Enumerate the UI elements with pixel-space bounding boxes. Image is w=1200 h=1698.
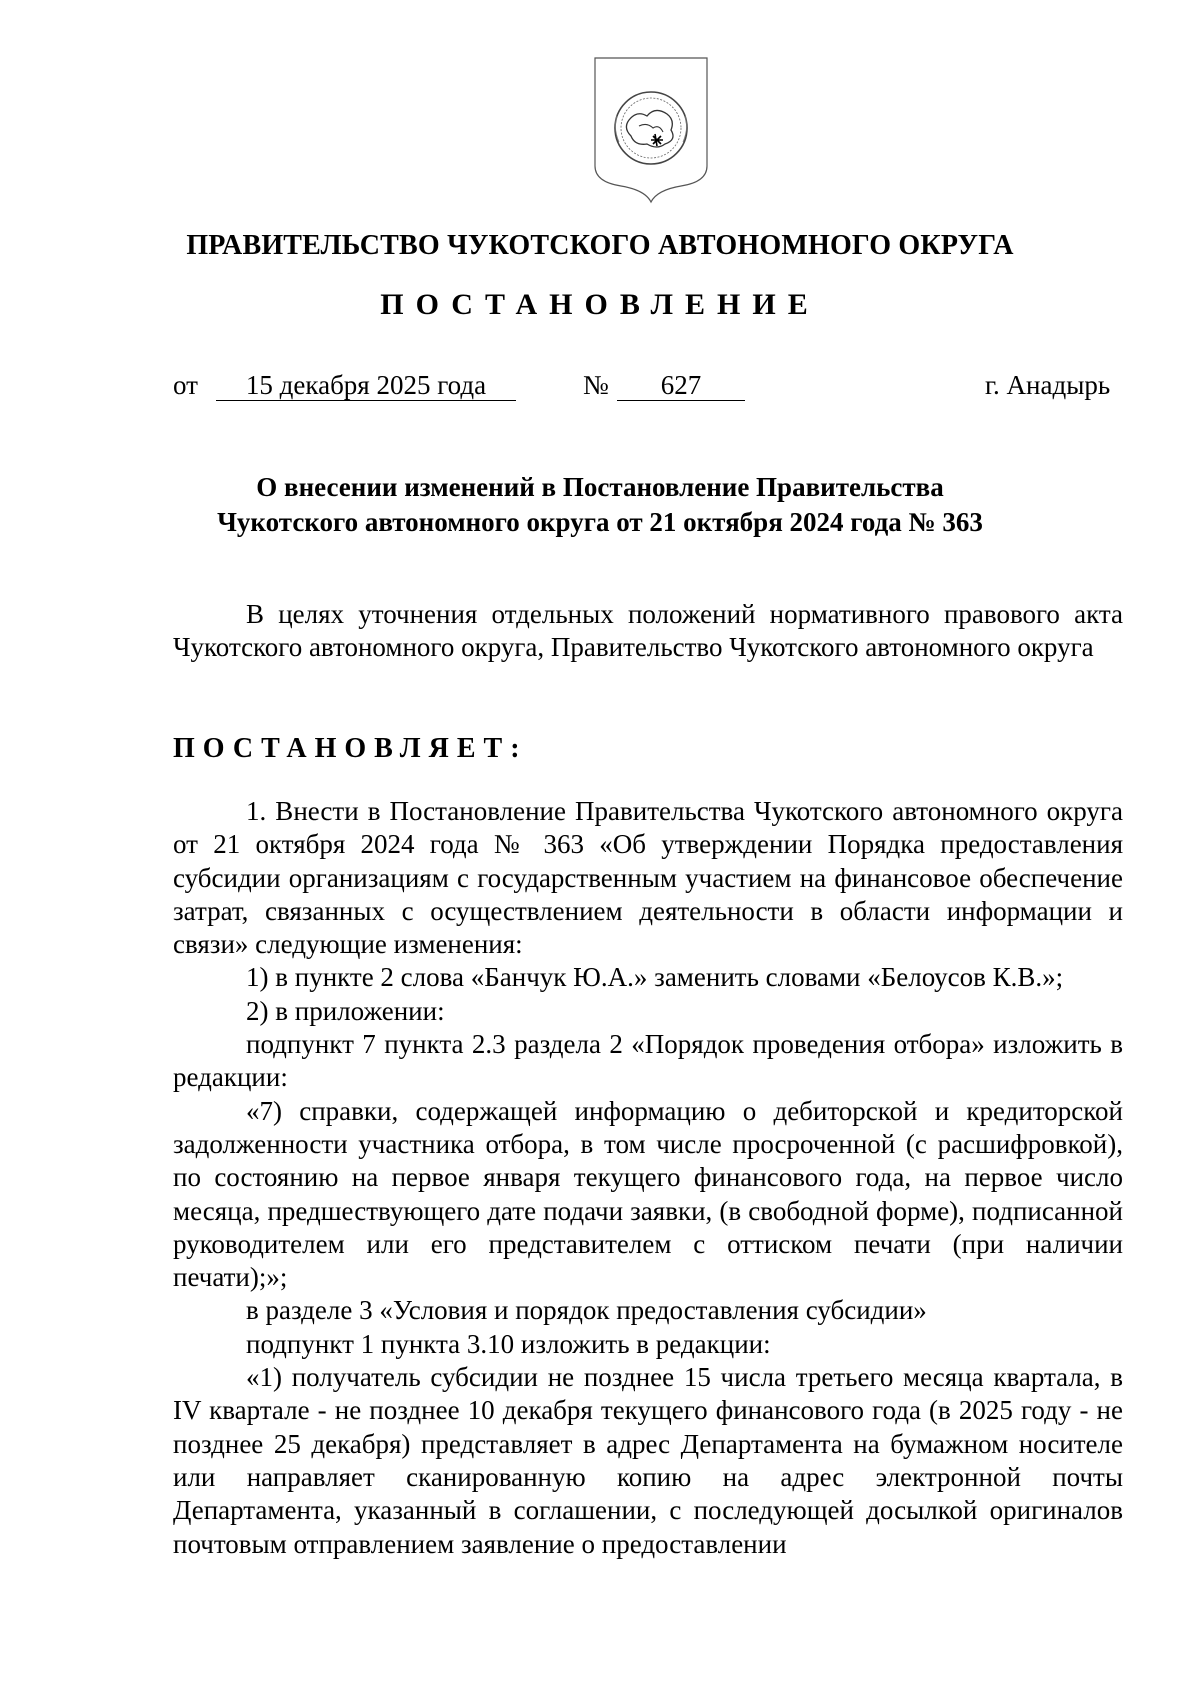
coat-of-arms-icon bbox=[591, 56, 711, 204]
document-subject bbox=[0, 470, 1200, 540]
paragraph-6: в разделе 3 «Условия и порядок предоставления субсидии» bbox=[246, 1295, 927, 1326]
paragraph-2: 1) в пункте 2 слова «Банчук Ю.А.» заменить словами «Белоусов К.В.»; bbox=[246, 962, 1064, 993]
paragraph-4: подпункт 7 пункта 2.3 раздела 2 «Порядок проведения отбора» изложить в редакции: bbox=[173, 1029, 1123, 1093]
paragraph-8: «1) получатель субсидии не позднее 15 числа третьего месяца квартала, в IV квартале - не позднее 10 декабря текущего финансового года (в 2025 году - не позднее 25 декабря) представляет в адрес Департамента на бумажном носителе или направляет сканированную копию на адрес электронной почты Департамента, указанный в соглашении, с последующей досылкой оригиналов почтовым отправлением заявление о предоставлении bbox=[173, 1362, 1123, 1559]
resolution-body bbox=[173, 795, 1123, 1561]
paragraph-1: 1. Внести в Постановление Правительства Чукотского автономного округа от 21 октября 2024 года № 363 «Об утверждении Порядка предоставления субсидии организациям с государственным участием на финансовое обеспечение затрат, связанных с осуществлением деятельности в области информации и связи» следующие изменения: bbox=[173, 796, 1123, 960]
document-number: 627 bbox=[617, 370, 745, 401]
subject-line-2: Чукотского автономного округа от 21 октября 2024 года № 363 bbox=[217, 507, 983, 537]
city-name: г. Анадырь bbox=[985, 370, 1111, 400]
subject-line-1: О внесении изменений в Постановление Правительства bbox=[256, 472, 944, 502]
document-date: 15 декабря 2025 года bbox=[216, 370, 516, 401]
resolves-heading: ПОСТАНОВЛЯЕТ: bbox=[173, 733, 528, 764]
document-type-title: ПОСТАНОВЛЕНИЕ bbox=[380, 288, 820, 321]
paragraph-7: подпункт 1 пункта 3.10 изложить в редакции: bbox=[246, 1328, 771, 1359]
organization-title: ПРАВИТЕЛЬСТВО ЧУКОТСКОГО АВТОНОМНОГО ОКРУГА bbox=[186, 230, 1014, 261]
date-from-label: от bbox=[173, 370, 198, 400]
preamble-text: В целях уточнения отдельных положений нормативного правового акта Чукотского автономного округа, Правительство Чукотского автономного округа bbox=[173, 599, 1123, 663]
paragraph-3: 2) в приложении: bbox=[246, 995, 445, 1026]
preamble-block bbox=[173, 598, 1123, 665]
paragraph-5: «7) справки, содержащей информацию о дебиторской и кредиторской задолженности участника отбора, в том числе просроченной (с расшифровкой), по состоянию на первое января текущего финансового года, на первое число месяца, предшествующего дате подачи заявки, (в свободной форме), подписанной руководителем или его представителем с оттиском печати (при наличии печати);»; bbox=[173, 1095, 1123, 1293]
number-label: № bbox=[583, 370, 609, 400]
